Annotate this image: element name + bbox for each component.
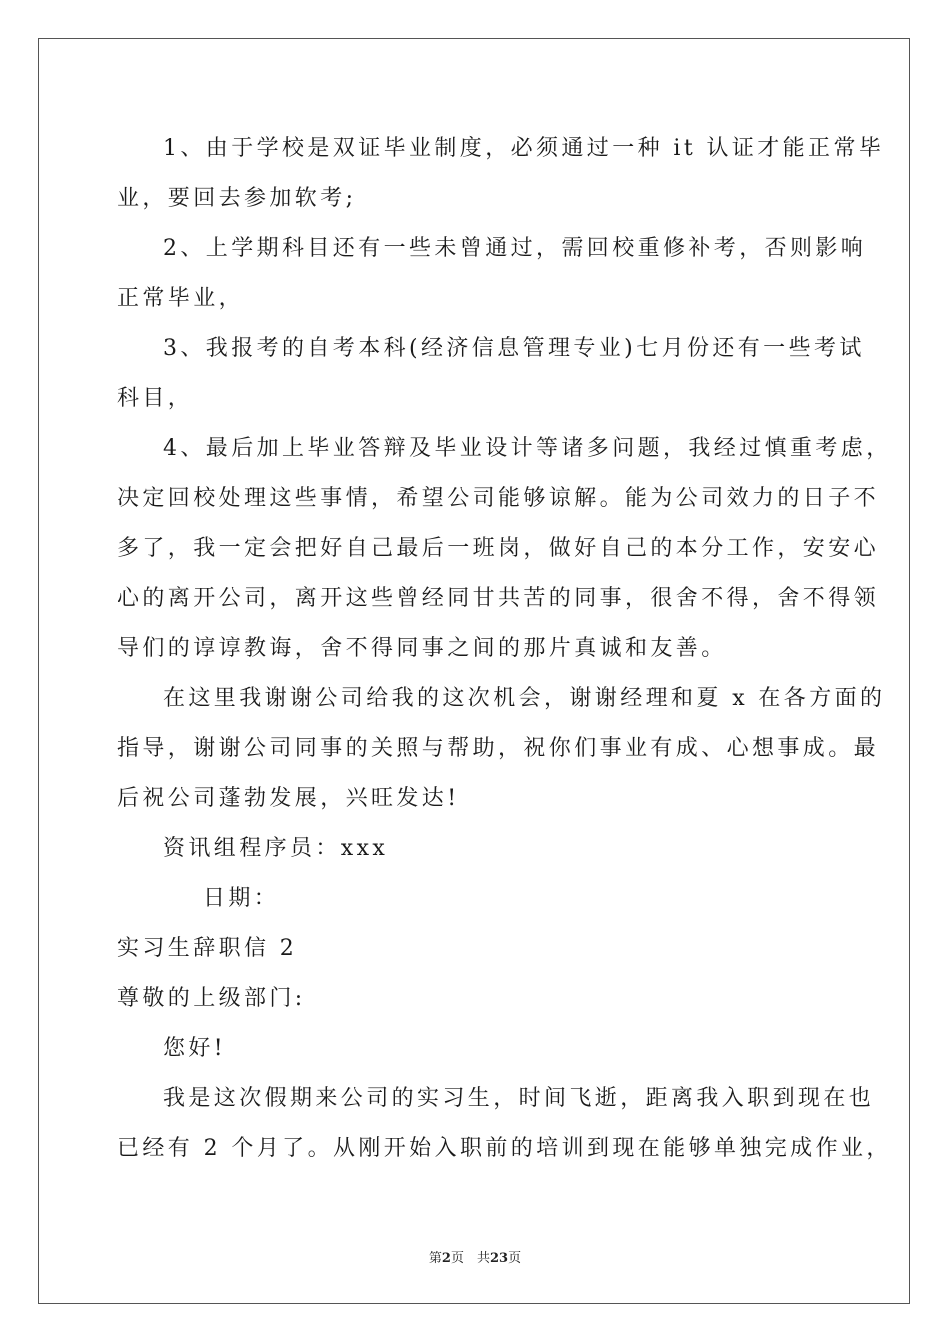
page-footer bbox=[0, 1247, 950, 1266]
footer-suffix: 页 bbox=[508, 1251, 522, 1266]
paragraph-line: 科目， bbox=[117, 386, 194, 411]
page-border bbox=[38, 38, 910, 1304]
paragraph-line: 正常毕业， bbox=[117, 286, 245, 311]
paragraph-line: 指导，谢谢公司同事的关照与帮助，祝你们事业有成、心想事成。最 bbox=[117, 736, 880, 761]
paragraph-line: 业，要回去参加软考; bbox=[117, 186, 357, 211]
paragraph-line: 3、我报考的自考本科(经济信息管理专业)七月份还有一些考试 bbox=[163, 336, 865, 361]
section-title: 实习生辞职信 2 bbox=[117, 936, 298, 961]
paragraph-line: 我是这次假期来公司的实习生，时间飞逝，距离我入职到现在也 bbox=[163, 1086, 875, 1111]
paragraph-line: 4、最后加上毕业答辩及毕业设计等诸多问题，我经过慎重考虑， bbox=[163, 436, 892, 461]
paragraph-line: 多了，我一定会把好自己最后一班岗，做好自己的本分工作，安安心 bbox=[117, 536, 880, 561]
paragraph-line: 1、由于学校是双证毕业制度，必须通过一种 it 认证才能正常毕 bbox=[163, 136, 885, 161]
paragraph-line: 心的离开公司，离开这些曾经同甘共苦的同事，很舍不得，舍不得领 bbox=[117, 586, 880, 611]
footer-total-pages: 23 bbox=[489, 1251, 509, 1266]
signature-line: 资讯组程序员：xxx bbox=[163, 836, 389, 861]
footer-current-page: 2 bbox=[441, 1251, 451, 1266]
paragraph-line: 在这里我谢谢公司给我的这次机会，谢谢经理和夏 x 在各方面的 bbox=[163, 686, 886, 711]
salutation: 尊敬的上级部门: bbox=[117, 986, 306, 1011]
paragraph-line: 决定回校处理这些事情，希望公司能够谅解。能为公司效力的日子不 bbox=[117, 486, 880, 511]
paragraph-line: 已经有 2 个月了。从刚开始入职前的培训到现在能够单独完成作业， bbox=[117, 1136, 892, 1161]
footer-prefix: 第 bbox=[428, 1251, 442, 1266]
greeting: 您好! bbox=[163, 1036, 227, 1061]
paragraph-line: 2、上学期科目还有一些未曾通过，需回校重修补考，否则影响 bbox=[163, 236, 867, 261]
date-line: 日期： bbox=[203, 886, 280, 911]
paragraph-line: 导们的谆谆教诲，舍不得同事之间的那片真诚和友善。 bbox=[117, 636, 727, 661]
footer-mid: 页 共 bbox=[450, 1251, 490, 1266]
paragraph-line: 后祝公司蓬勃发展，兴旺发达! bbox=[117, 786, 460, 811]
